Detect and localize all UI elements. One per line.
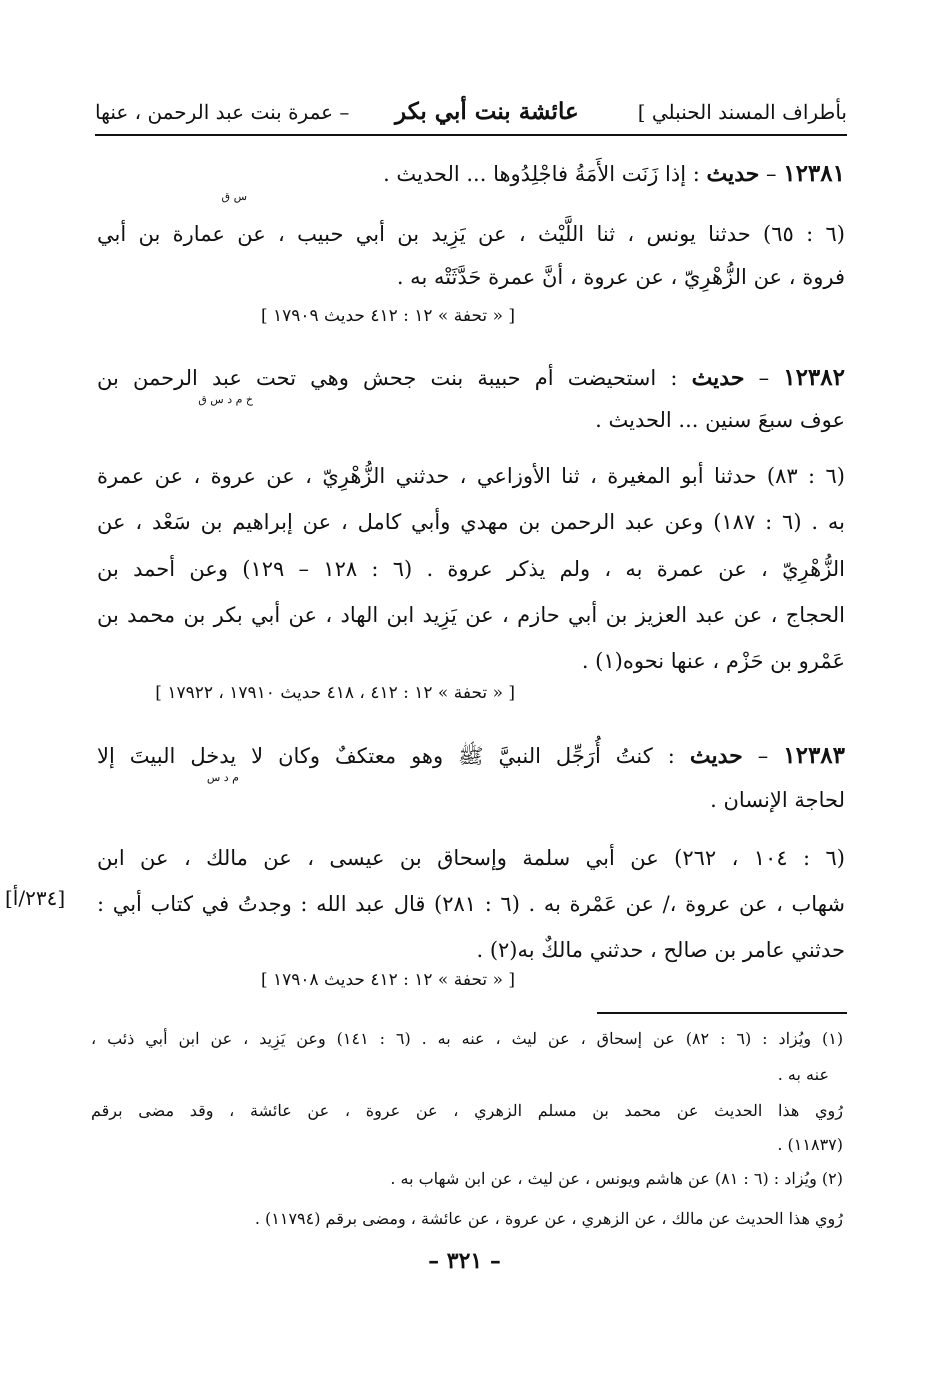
header-section-title: عائشة بنت أبي بكر <box>395 98 579 125</box>
header-rule <box>95 134 847 136</box>
hadith-keyword: حديث <box>691 365 745 391</box>
hadith-sigla: خ م د س ق <box>198 393 253 406</box>
footnote-line: (٢) ويُزاد : (٦ : ٨١) عن هاشم ويونس ، عن ليث ، عن ابن شهاب به . <box>390 1169 843 1188</box>
page-number: – ٣٢١ – <box>428 1248 501 1274</box>
isnad-line: (٦ : ١٠٤ ، ٢٦٢) عن أبي سلمة وإسحاق بن عيسى ، عن مالك ، عن ابن <box>97 846 845 870</box>
isnad-line: شهاب ، عن عروة ،/ عن عَمْرة به . (٦ : ٢٨١) قال عبد الله : وجدتُ في كتاب أبي : <box>97 892 845 916</box>
header-subsection-title: – عمرة بنت عبد الرحمن ، عنها <box>95 100 350 124</box>
hadith-text-line: عوف سبعَ سنين ... الحديث . <box>595 408 845 432</box>
hadith-number: ١٢٣٨١ <box>783 160 845 187</box>
isnad-line: (٦ : ٨٣) حدثنا أبو المغيرة ، ثنا الأوزاعي ، حدثني الزُّهْرِيّ ، عن عروة ، عن عمرة <box>97 464 845 488</box>
hadith-dash: – <box>759 162 784 186</box>
isnad-line: فروة ، عن الزُّهْرِيّ ، عن عروة ، أنَّ عمرة حَدَّثَتْه به . <box>396 265 845 289</box>
hadith-heading-12383 <box>97 740 845 772</box>
footnote-line: (١) ويُزاد : (٦ : ٨٢) عن إسحاق ، عن ليث ، عنه به . (٦ : ١٤١) وعن يَزِيد ، عن ابن أبي ذئب ، <box>91 1029 844 1048</box>
tuhfa-reference: [ « تحفة » ١٢ : ٤١٢ ، ٤١٨ حديث ١٧٩١٠ ، ١٧٩٢٢ ] <box>155 683 515 703</box>
hadith-heading-12381 <box>97 158 845 190</box>
hadith-text: : إذا زَنَت الأَمَةُ فاجْلِدُوها ... الحديث . <box>383 162 700 186</box>
hadith-keyword: حديث <box>689 743 743 769</box>
running-header <box>95 92 847 132</box>
footnote-line: رُوي هذا الحديث عن مالك ، عن الزهري ، عن عروة ، عن عائشة ، ومضى برقم (١١٧٩٤) . <box>254 1209 843 1228</box>
tuhfa-reference: [ « تحفة » ١٢ : ٤١٢ حديث ١٧٩٠٩ ] <box>260 306 515 326</box>
isnad-line: به . (٦ : ١٨٧) وعن عبد الرحمن بن مهدي وأبي كامل ، عن إبراهيم بن سَعْد ، عن <box>97 510 845 534</box>
footnote-line: (١١٨٣٧) . <box>777 1135 843 1154</box>
footnote-line: رُوي هذا الحديث عن محمد بن مسلم الزهري ، عن عروة ، عن عائشة ، وقد مضى برقم <box>91 1101 843 1120</box>
footnote-line: عنه به . <box>777 1065 829 1084</box>
hadith-sigla: س ق <box>221 190 247 203</box>
hadith-text: : استحيضت أم حبيبة بنت جحش وهي تحت عبد الرحمن بن <box>97 366 678 390</box>
isnad-line: عَمْرو بن حَزْم ، عنها نحوه(١) . <box>581 649 845 673</box>
header-book-title: بأطراف المسند الحنبلي ] <box>637 100 847 124</box>
isnad-line: الحجاج ، عن عبد العزيز بن أبي حازم ، عن يَزِيد ابن الهاد ، عن أبي بكر بن محمد بن <box>97 603 845 627</box>
hadith-keyword: حديث <box>706 161 760 187</box>
isnad-line: (٦ : ٦٥) حدثنا يونس ، ثنا اللَّيْث ، عن يَزِيد بن أبي حبيب ، عن عمارة بن أبي <box>97 222 845 246</box>
isnad-line: الزُّهْرِيّ ، عن عمرة به ، ولم يذكر عروة . (٦ : ١٢٨ – ١٢٩) وعن أحمد بن <box>97 557 846 581</box>
hadith-text-line: لحاجة الإنسان . <box>710 788 845 812</box>
tuhfa-reference: [ « تحفة » ١٢ : ٤١٢ حديث ١٧٩٠٨ ] <box>260 970 515 990</box>
hadith-text: : كنتُ أُرَجِّل النبيَّ ﷺ وهو معتكفٌ وكان لا يدخل البيتَ إلا <box>97 744 675 768</box>
hadith-heading-12382 <box>97 362 845 394</box>
margin-folio-note: [٢٣٤/أ] <box>5 886 66 910</box>
hadith-number: ١٢٣٨٢ <box>783 364 845 391</box>
hadith-number: ١٢٣٨٣ <box>783 742 846 769</box>
isnad-line: حدثني عامر بن صالح ، حدثني مالكٌ به(٢) . <box>476 938 845 962</box>
hadith-dash: – <box>742 744 784 768</box>
hadith-dash: – <box>744 366 784 390</box>
footnote-rule <box>597 1012 847 1014</box>
hadith-sigla: م د س <box>206 771 239 784</box>
